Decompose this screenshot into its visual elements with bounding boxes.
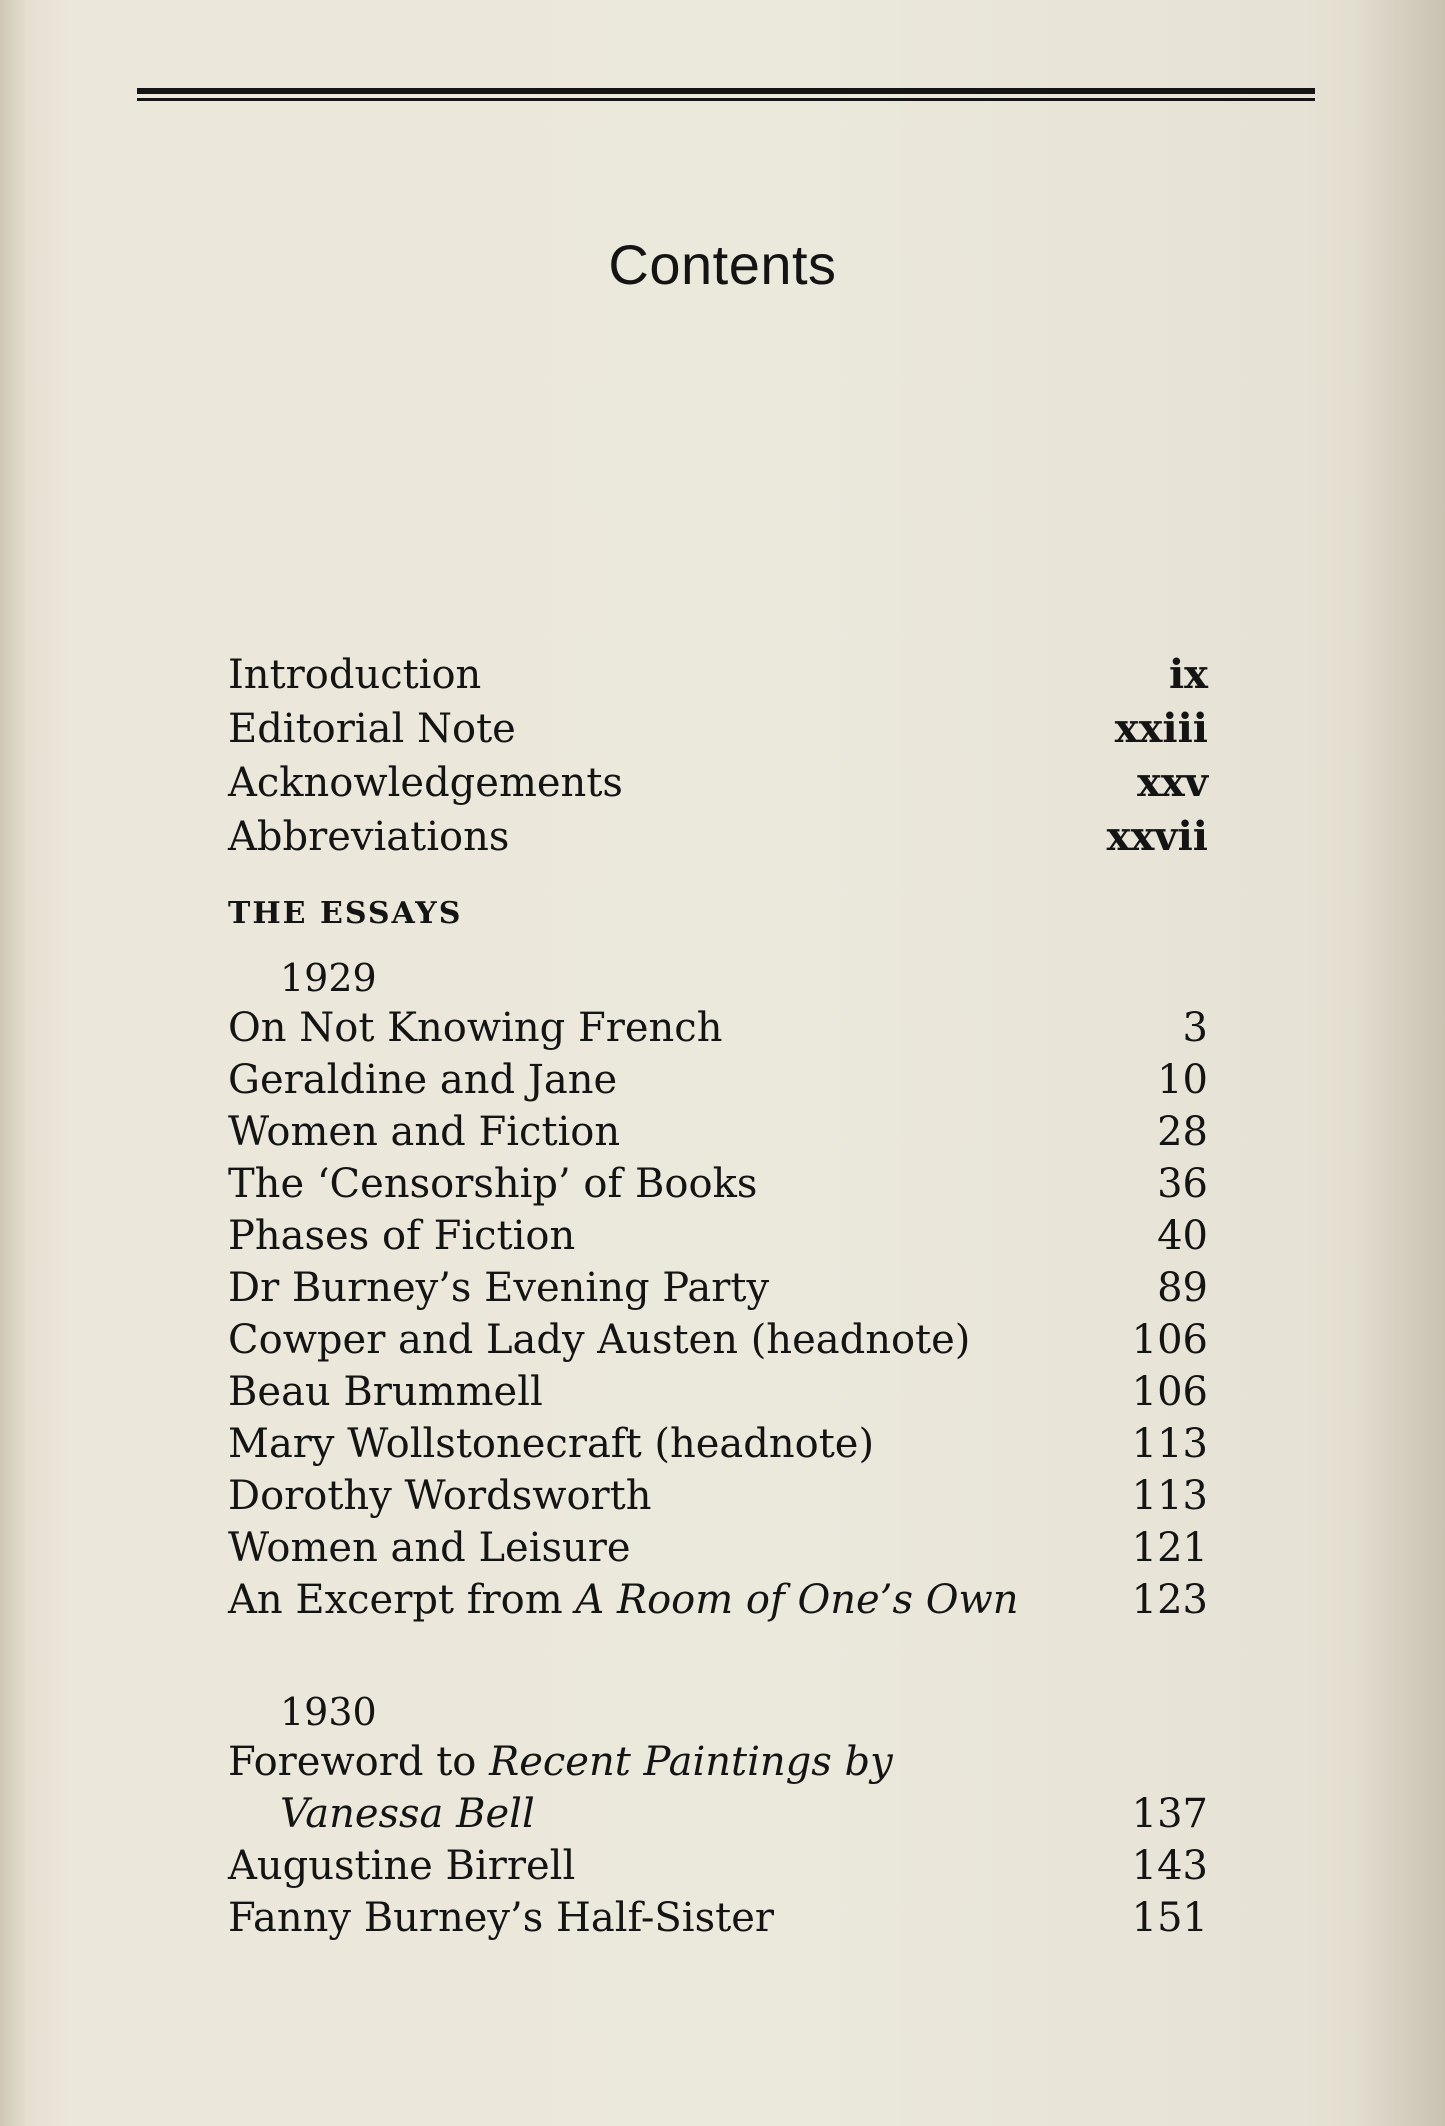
toc-entry — [228, 702, 1208, 756]
entry-page: ix — [1168, 651, 1208, 698]
page-shadow — [1355, 0, 1445, 2126]
toc-entry — [228, 810, 1208, 864]
header-rule-thin — [137, 98, 1315, 101]
page-title: Contents — [608, 233, 837, 296]
entry-title: Editorial Note — [228, 706, 516, 752]
front-matter-list — [228, 648, 1208, 864]
entry-title — [228, 1574, 1018, 1626]
entry-page: 89 — [1157, 1265, 1208, 1311]
entry-page: 106 — [1131, 1369, 1208, 1415]
toc-entry — [228, 1892, 1208, 1944]
table-of-contents — [228, 648, 1208, 1944]
toc-entry — [228, 1574, 1208, 1626]
entry-title: Beau Brummell — [228, 1369, 543, 1415]
entry-page: 151 — [1131, 1895, 1208, 1941]
toc-entry — [228, 648, 1208, 702]
entry-title-plain: An Excerpt from — [228, 1577, 576, 1623]
essays-1930 — [228, 1688, 1208, 1944]
entry-page: xxv — [1137, 759, 1208, 806]
toc-entry — [228, 1106, 1208, 1158]
entry-title: Acknowledgements — [228, 760, 623, 806]
toc-entry — [228, 1158, 1208, 1210]
entry-page: 113 — [1131, 1421, 1208, 1467]
entry-title: Abbreviations — [228, 814, 510, 860]
entry-title — [228, 1736, 893, 1788]
entry-title: Dr Burney’s Evening Party — [228, 1265, 770, 1311]
entry-page: 121 — [1131, 1525, 1208, 1571]
toc-entry — [228, 1314, 1208, 1366]
entry-page: 40 — [1157, 1213, 1208, 1259]
entry-title: On Not Knowing French — [228, 1005, 723, 1051]
header-rule-thick — [137, 88, 1315, 94]
year-heading: 1930 — [280, 1690, 377, 1734]
toc-entry — [228, 1736, 1208, 1788]
entry-title-italic: Vanessa Bell — [280, 1791, 535, 1837]
entry-title — [228, 1788, 535, 1840]
entry-page: xxiii — [1114, 705, 1208, 752]
entry-page: 123 — [1131, 1577, 1208, 1623]
entry-title: Mary Wollstonecraft (headnote) — [228, 1421, 875, 1467]
entry-page: 36 — [1157, 1161, 1208, 1207]
entry-title: Dorothy Wordsworth — [228, 1473, 652, 1519]
section-heading: THE ESSAYS — [228, 896, 463, 931]
entry-title: Women and Fiction — [228, 1109, 621, 1155]
entry-page: 3 — [1182, 1005, 1208, 1051]
entry-title: Cowper and Lady Austen (headnote) — [228, 1317, 971, 1363]
entry-title: Augustine Birrell — [228, 1843, 576, 1889]
entry-page: 106 — [1131, 1317, 1208, 1363]
entry-title: Phases of Fiction — [228, 1213, 576, 1259]
entry-title: Women and Leisure — [228, 1525, 631, 1571]
entry-title-plain: Foreword to — [228, 1739, 490, 1785]
entry-page: xxvii — [1106, 813, 1208, 860]
entry-page: 28 — [1157, 1109, 1208, 1155]
entry-title: Introduction — [228, 652, 482, 698]
toc-entry — [228, 1210, 1208, 1262]
toc-entry — [228, 1522, 1208, 1574]
year-heading: 1929 — [280, 956, 377, 1000]
toc-entry-continuation — [228, 1788, 1208, 1840]
entry-title-italic: Recent Paintings by — [489, 1739, 893, 1785]
entry-page: 113 — [1131, 1473, 1208, 1519]
toc-entry — [228, 1840, 1208, 1892]
toc-entry — [228, 1470, 1208, 1522]
toc-entry — [228, 1262, 1208, 1314]
entry-title: Fanny Burney’s Half-Sister — [228, 1895, 774, 1941]
entry-page: 143 — [1131, 1843, 1208, 1889]
toc-entry — [228, 1366, 1208, 1418]
essays-1929 — [228, 954, 1208, 1626]
entry-page: 137 — [1131, 1791, 1208, 1837]
entry-title-italic: A Room of One’s Own — [575, 1577, 1019, 1623]
toc-entry — [228, 1054, 1208, 1106]
entry-title: Geraldine and Jane — [228, 1057, 618, 1103]
entry-title: The ‘Censorship’ of Books — [228, 1161, 758, 1207]
entry-page: 10 — [1157, 1057, 1208, 1103]
toc-entry — [228, 1002, 1208, 1054]
toc-entry — [228, 1418, 1208, 1470]
toc-entry — [228, 756, 1208, 810]
